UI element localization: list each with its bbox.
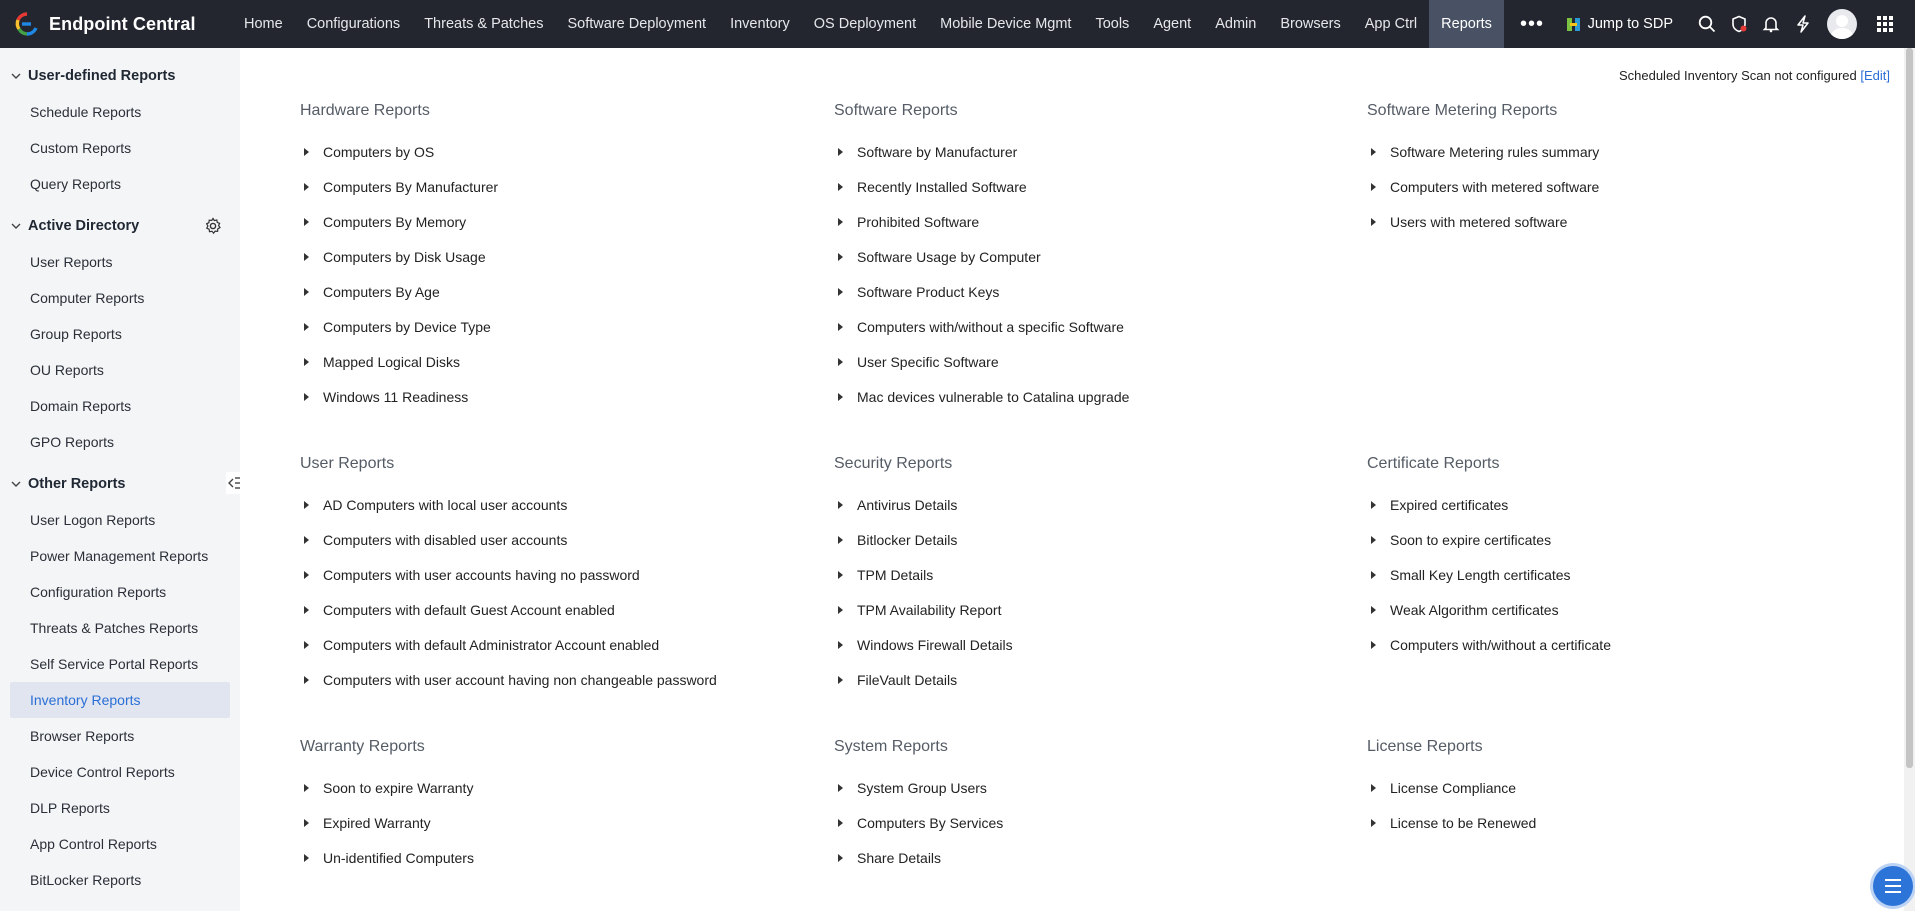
report-link-label: Computers with metered software [1390,178,1600,195]
report-link-label: Software Usage by Computer [857,248,1041,265]
report-link[interactable] [834,627,1334,662]
caret-right-icon [304,641,309,649]
sidebar-item-configuration-reports[interactable]: Configuration Reports [30,584,167,600]
sidebar-item-query-reports[interactable]: Query Reports [30,176,122,192]
report-link[interactable] [300,274,800,309]
report-link[interactable] [1367,487,1867,522]
main-nav [232,0,1504,48]
report-link[interactable] [834,274,1334,309]
nav-item-agent[interactable]: Agent [1153,16,1192,32]
report-link[interactable] [300,557,800,592]
caret-right-icon [1371,571,1376,579]
edit-scan-link[interactable]: [Edit] [1860,68,1890,83]
caret-right-icon [838,536,843,544]
chevron-down-icon [10,70,22,82]
report-group-title: User Reports [300,455,395,472]
top-navigation-bar [0,0,1915,48]
vertical-scrollbar[interactable] [1904,48,1915,911]
report-link-label: User Specific Software [857,353,999,370]
report-link[interactable] [300,805,800,840]
reports-main-content [240,48,1900,911]
report-link-label: Weak Algorithm certificates [1390,601,1559,618]
report-link-label: Software Metering rules summary [1390,143,1600,160]
caret-right-icon [838,218,843,226]
report-group-certificate-reports [1367,455,1867,662]
caret-right-icon [304,571,309,579]
gear-icon[interactable] [204,217,222,235]
report-link-label: Computers By Age [323,283,440,300]
report-link-label: TPM Availability Report [857,601,1002,618]
search-icon[interactable] [1691,0,1723,48]
report-link-label: Computers with default Guest Account enabled [323,601,615,618]
report-link[interactable] [1367,204,1867,239]
report-link[interactable] [834,134,1334,169]
caret-right-icon [838,253,843,261]
sidebar-item-browser-reports[interactable]: Browser Reports [30,728,135,744]
caret-right-icon [304,606,309,614]
report-link[interactable] [300,592,800,627]
more-nav-button[interactable]: ••• [1519,12,1544,35]
caret-right-icon [1371,606,1376,614]
caret-right-icon [838,358,843,366]
scrollbar-thumb[interactable] [1906,48,1913,768]
report-group-title: Warranty Reports [300,738,425,755]
report-group-software-reports [834,102,1334,414]
brand-name: Endpoint Central [49,13,196,34]
sidebar-item-power-management-reports[interactable]: Power Management Reports [30,548,209,564]
sidebar-item-dlp-reports[interactable]: DLP Reports [30,800,110,816]
scan-status-note [1619,68,1890,83]
notification-bell-icon[interactable] [1755,0,1787,48]
report-link-label: License Compliance [1390,779,1517,796]
caret-right-icon [1371,501,1376,509]
report-link[interactable] [834,592,1334,627]
report-link-label: TPM Details [857,566,934,583]
report-link[interactable] [300,662,800,697]
report-link-label: Expired Warranty [323,814,431,831]
report-link[interactable] [834,522,1334,557]
report-link[interactable] [834,487,1334,522]
reports-sidebar [0,48,240,911]
report-link-label: Soon to expire Warranty [323,779,474,796]
caret-right-icon [1371,148,1376,156]
report-group-title: Certificate Reports [1367,455,1500,472]
caret-right-icon [304,501,309,509]
sidebar-item-gpo-reports[interactable]: GPO Reports [30,434,115,450]
caret-right-icon [838,819,843,827]
user-avatar[interactable] [1827,9,1857,39]
sidebar-item-device-control-reports[interactable]: Device Control Reports [30,764,175,780]
sidebar-section-title: Other Reports [28,476,126,492]
report-group-software-metering-reports [1367,102,1867,239]
nav-item-configurations[interactable]: Configurations [306,16,401,32]
report-link[interactable] [834,805,1334,840]
sidebar-section-user-defined-reports [0,58,240,208]
caret-right-icon [304,148,309,156]
sidebar-section-active-directory [0,208,240,466]
report-group-warranty-reports [300,738,800,875]
brand[interactable] [0,0,232,48]
report-group-title: License Reports [1367,738,1483,755]
caret-right-icon [838,148,843,156]
nav-item-home[interactable]: Home [244,16,283,32]
caret-right-icon [1371,536,1376,544]
caret-right-icon [1371,218,1376,226]
report-group-title: Software Reports [834,102,958,119]
report-group-security-reports [834,455,1334,697]
caret-right-icon [838,183,843,191]
report-link[interactable] [300,379,800,414]
report-group-hardware-reports [300,102,800,414]
report-link[interactable] [300,840,800,875]
menu-lines-icon [1883,877,1903,895]
report-link[interactable] [300,309,800,344]
chevron-down-icon [10,220,22,232]
caret-right-icon [304,288,309,296]
scan-status-text: Scheduled Inventory Scan not configured [1618,68,1857,83]
report-link-label: Mac devices vulnerable to Catalina upgrade [857,388,1130,405]
app-grid-icon[interactable] [1869,0,1901,48]
report-link-label: Expired certificates [1390,496,1509,513]
report-group-system-reports [834,738,1334,875]
report-link-label: Prohibited Software [857,213,980,230]
caret-right-icon [304,536,309,544]
caret-right-icon [838,784,843,792]
report-link-label: Software Product Keys [857,283,1000,300]
report-link[interactable] [1367,805,1867,840]
report-link[interactable] [300,627,800,662]
report-link-label: Computers with user accounts having no password [323,566,640,583]
report-link[interactable] [834,239,1334,274]
sidebar-item-app-control-reports[interactable]: App Control Reports [30,836,157,852]
report-link[interactable] [834,840,1334,875]
report-group-title: Security Reports [834,455,953,472]
report-link[interactable] [834,169,1334,204]
report-link-label: FileVault Details [857,671,958,688]
sidebar-section-header[interactable] [0,466,240,502]
report-link[interactable] [1367,522,1867,557]
report-link-label: AD Computers with local user accounts [323,496,568,513]
report-link[interactable] [834,770,1334,805]
shield-alert-icon[interactable] [1723,0,1755,48]
sidebar-item-domain-reports[interactable]: Domain Reports [30,398,132,414]
sidebar-item-user-logon-reports[interactable]: User Logon Reports [30,512,156,528]
sidebar-section-header[interactable] [0,58,240,94]
caret-right-icon [838,606,843,614]
report-link[interactable] [300,770,800,805]
report-link-label: Antivirus Details [857,496,958,513]
report-link[interactable] [834,662,1334,697]
report-link[interactable] [1367,134,1867,169]
report-link-label: System Group Users [857,779,987,796]
report-link-label: Computers with user account having non changeable password [323,671,717,688]
chat-menu-button[interactable] [1873,866,1913,906]
sidebar-item-computer-reports[interactable]: Computer Reports [30,290,145,306]
report-link[interactable] [834,379,1334,414]
nav-item-mobile-device-mgmt[interactable]: Mobile Device Mgmt [940,16,1072,32]
caret-right-icon [304,854,309,862]
sdp-icon [1566,17,1581,32]
topbar-actions [1566,0,1915,48]
report-group-title: System Reports [834,738,948,755]
sidebar-item-threats-patches-reports[interactable]: Threats & Patches Reports [30,620,199,636]
report-group-title: Software Metering Reports [1367,102,1558,119]
caret-right-icon [838,501,843,509]
caret-right-icon [304,253,309,261]
lightning-icon[interactable] [1787,0,1819,48]
caret-right-icon [838,676,843,684]
caret-right-icon [1371,819,1376,827]
report-link-label: Small Key Length certificates [1390,566,1571,583]
report-link-label: Recently Installed Software [857,178,1027,195]
sidebar-section-other-reports [0,466,240,904]
report-link-label: Soon to expire certificates [1390,531,1552,548]
report-group-license-reports [1367,738,1867,840]
report-link[interactable] [300,204,800,239]
sidebar-item-ou-reports[interactable]: OU Reports [30,362,104,378]
caret-right-icon [838,854,843,862]
caret-right-icon [838,641,843,649]
caret-right-icon [304,323,309,331]
endpoint-central-logo-icon [14,11,40,37]
nav-item-os-deployment[interactable]: OS Deployment [813,16,917,32]
report-link-label: Un-identified Computers [323,849,474,866]
nav-item-tools[interactable]: Tools [1095,16,1130,32]
caret-right-icon [838,288,843,296]
sidebar-item-inventory-reports[interactable]: Inventory Reports [10,682,230,718]
caret-right-icon [1371,183,1376,191]
nav-item-software-deployment[interactable]: Software Deployment [567,16,707,32]
caret-right-icon [838,571,843,579]
report-link[interactable] [1367,592,1867,627]
report-link-label: Software by Manufacturer [857,143,1018,160]
jump-to-sdp-label: Jump to SDP [1587,16,1673,32]
sidebar-section-title: Active Directory [28,218,140,234]
report-link-label: License to be Renewed [1390,814,1537,831]
sidebar-item-schedule-reports[interactable]: Schedule Reports [30,104,142,120]
sidebar-item-bitlocker-reports[interactable]: BitLocker Reports [30,872,142,888]
caret-right-icon [838,393,843,401]
caret-right-icon [304,218,309,226]
report-link[interactable] [1367,557,1867,592]
report-link-label: Computers with/without a specific Software [857,318,1124,335]
nav-item-app-ctrl[interactable]: App Ctrl [1364,16,1418,32]
caret-right-icon [1371,641,1376,649]
report-link-label: Users with metered software [1390,213,1568,230]
sidebar-item-custom-reports[interactable]: Custom Reports [30,140,132,156]
sidebar-item-user-reports[interactable]: User Reports [30,254,113,270]
caret-right-icon [304,784,309,792]
report-link-label: Computers by Device Type [323,318,491,335]
report-link-label: Computers By Manufacturer [323,178,499,195]
caret-right-icon [304,358,309,366]
jump-to-sdp-button[interactable] [1566,16,1673,32]
report-link[interactable] [300,134,800,169]
report-link[interactable] [834,557,1334,592]
report-link[interactable] [300,487,800,522]
report-link[interactable] [834,344,1334,379]
sidebar-section-title: User-defined Reports [28,68,176,84]
nav-item-threats-patches[interactable]: Threats & Patches [424,16,544,32]
report-group-title: Hardware Reports [300,102,430,119]
chevron-down-icon [10,478,22,490]
report-link[interactable] [834,309,1334,344]
caret-right-icon [304,819,309,827]
caret-right-icon [304,183,309,191]
report-link[interactable] [834,204,1334,239]
report-link[interactable] [300,239,800,274]
caret-right-icon [1371,784,1376,792]
report-link-label: Windows 11 Readiness [323,388,469,405]
report-link-label: Share Details [857,849,942,866]
report-link[interactable] [300,522,800,557]
report-link-label: Computers with/without a certificate [1390,636,1611,653]
report-link-label: Mapped Logical Disks [323,353,460,370]
nav-item-inventory[interactable]: Inventory [730,16,790,32]
report-link-label: Computers by OS [323,143,435,160]
report-group-user-reports [300,455,800,697]
sidebar-item-group-reports[interactable]: Group Reports [30,326,122,342]
report-link-label: Windows Firewall Details [857,636,1013,653]
nav-item-reports[interactable]: Reports [1429,0,1504,48]
report-link-label: Computers by Disk Usage [323,248,486,265]
report-link[interactable] [1367,627,1867,662]
nav-item-admin[interactable]: Admin [1215,16,1257,32]
caret-right-icon [838,323,843,331]
report-link[interactable] [1367,169,1867,204]
sidebar-item-self-service-portal-reports[interactable]: Self Service Portal Reports [30,656,199,672]
report-link[interactable] [300,169,800,204]
nav-item-browsers[interactable]: Browsers [1280,16,1341,32]
report-link-label: Computers By Memory [323,213,467,230]
report-link-label: Computers with disabled user accounts [323,531,568,548]
caret-right-icon [304,393,309,401]
report-link[interactable] [300,344,800,379]
caret-right-icon [304,676,309,684]
report-link-label: Computers with default Administrator Account enabled [323,636,660,653]
report-link[interactable] [1367,770,1867,805]
report-link-label: Computers By Services [857,814,1004,831]
report-link-label: Bitlocker Details [857,531,958,548]
